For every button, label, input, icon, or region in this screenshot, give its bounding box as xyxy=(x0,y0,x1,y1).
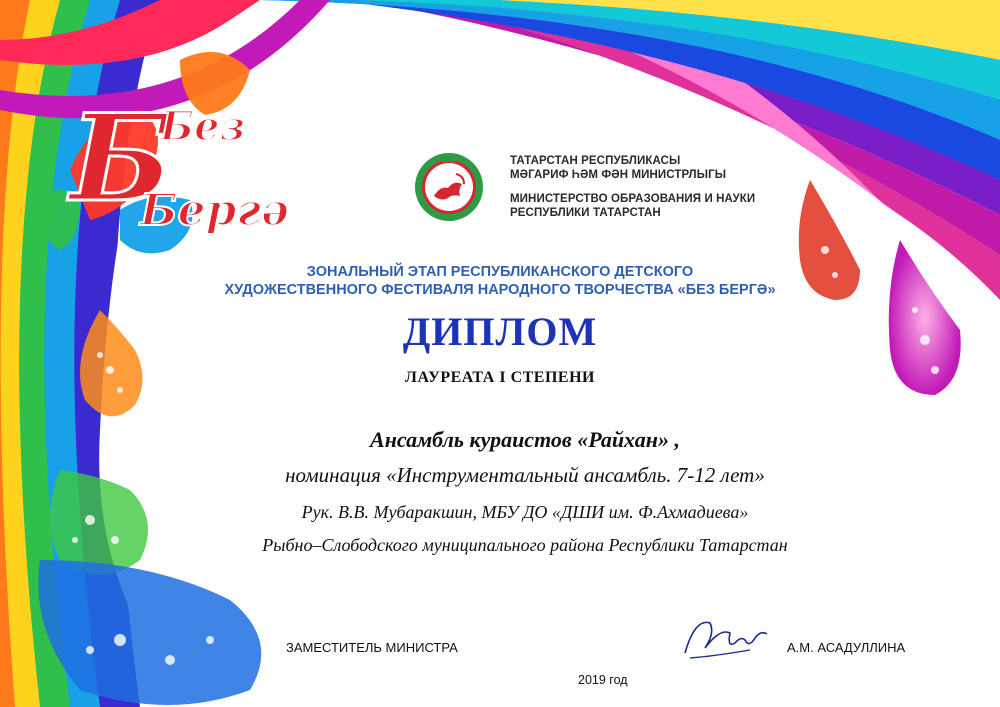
recipient-nomination: номинация «Инструментальный ансамбль. 7-12 лет» xyxy=(285,463,765,487)
ministry-name-tatar xyxy=(510,154,726,182)
recipient-district: Рыбно–Слободского муниципального района Республики Татарстан xyxy=(262,535,788,555)
ministry-tatar-line-2: МӘГАРИФ ҺӘМ ФӘН МИНИСТРЛЫГЫ xyxy=(510,169,727,181)
diploma-degree: ЛАУРЕАТА I СТЕПЕНИ xyxy=(405,369,595,386)
ministry-name-russian xyxy=(510,192,755,220)
tatarstan-emblem xyxy=(412,150,486,224)
festival-line-2: ХУДОЖЕСТВЕННОГО ФЕСТИВАЛЯ НАРОДНОГО ТВОРЧЕСТВА «БЕЗ БЕРГӘ» xyxy=(224,282,776,298)
recipient-leader: Рук. В.В. Мубаракшин, МБУ ДО «ДШИ им. Ф.Ахмадиева» xyxy=(301,502,749,522)
ministry-russian-line-2: РЕСПУБЛИКИ ТАТАРСТАН xyxy=(510,207,661,219)
festival-line-1: ЗОНАЛЬНЫЙ ЭТАП РЕСПУБЛИКАНСКОГО ДЕТСКОГО xyxy=(306,264,694,280)
festival-logo xyxy=(40,60,340,260)
ministry-russian-line-1: МИНИСТЕРСТВО ОБРАЗОВАНИЯ И НАУКИ xyxy=(510,193,756,205)
svg-text:Б: Б xyxy=(70,88,173,229)
festival-heading xyxy=(170,263,830,299)
diploma-title: ДИПЛОМ xyxy=(402,309,598,354)
signatory-title: ЗАМЕСТИТЕЛЬ МИНИСТРА xyxy=(286,640,458,655)
handwritten-signature xyxy=(675,608,775,668)
ministry-tatar-line-1: ТАТАРСТАН РЕСПУБЛИКАСЫ xyxy=(510,155,681,167)
issue-year: 2019 год xyxy=(578,673,628,687)
signatory-name: А.М. АСАДУЛЛИНА xyxy=(787,640,906,655)
logo-word-1: Без xyxy=(160,103,246,150)
logo-word-2: Бергә xyxy=(140,185,290,236)
recipient-ensemble: Ансамбль кураистов «Райхан» , xyxy=(370,427,680,452)
